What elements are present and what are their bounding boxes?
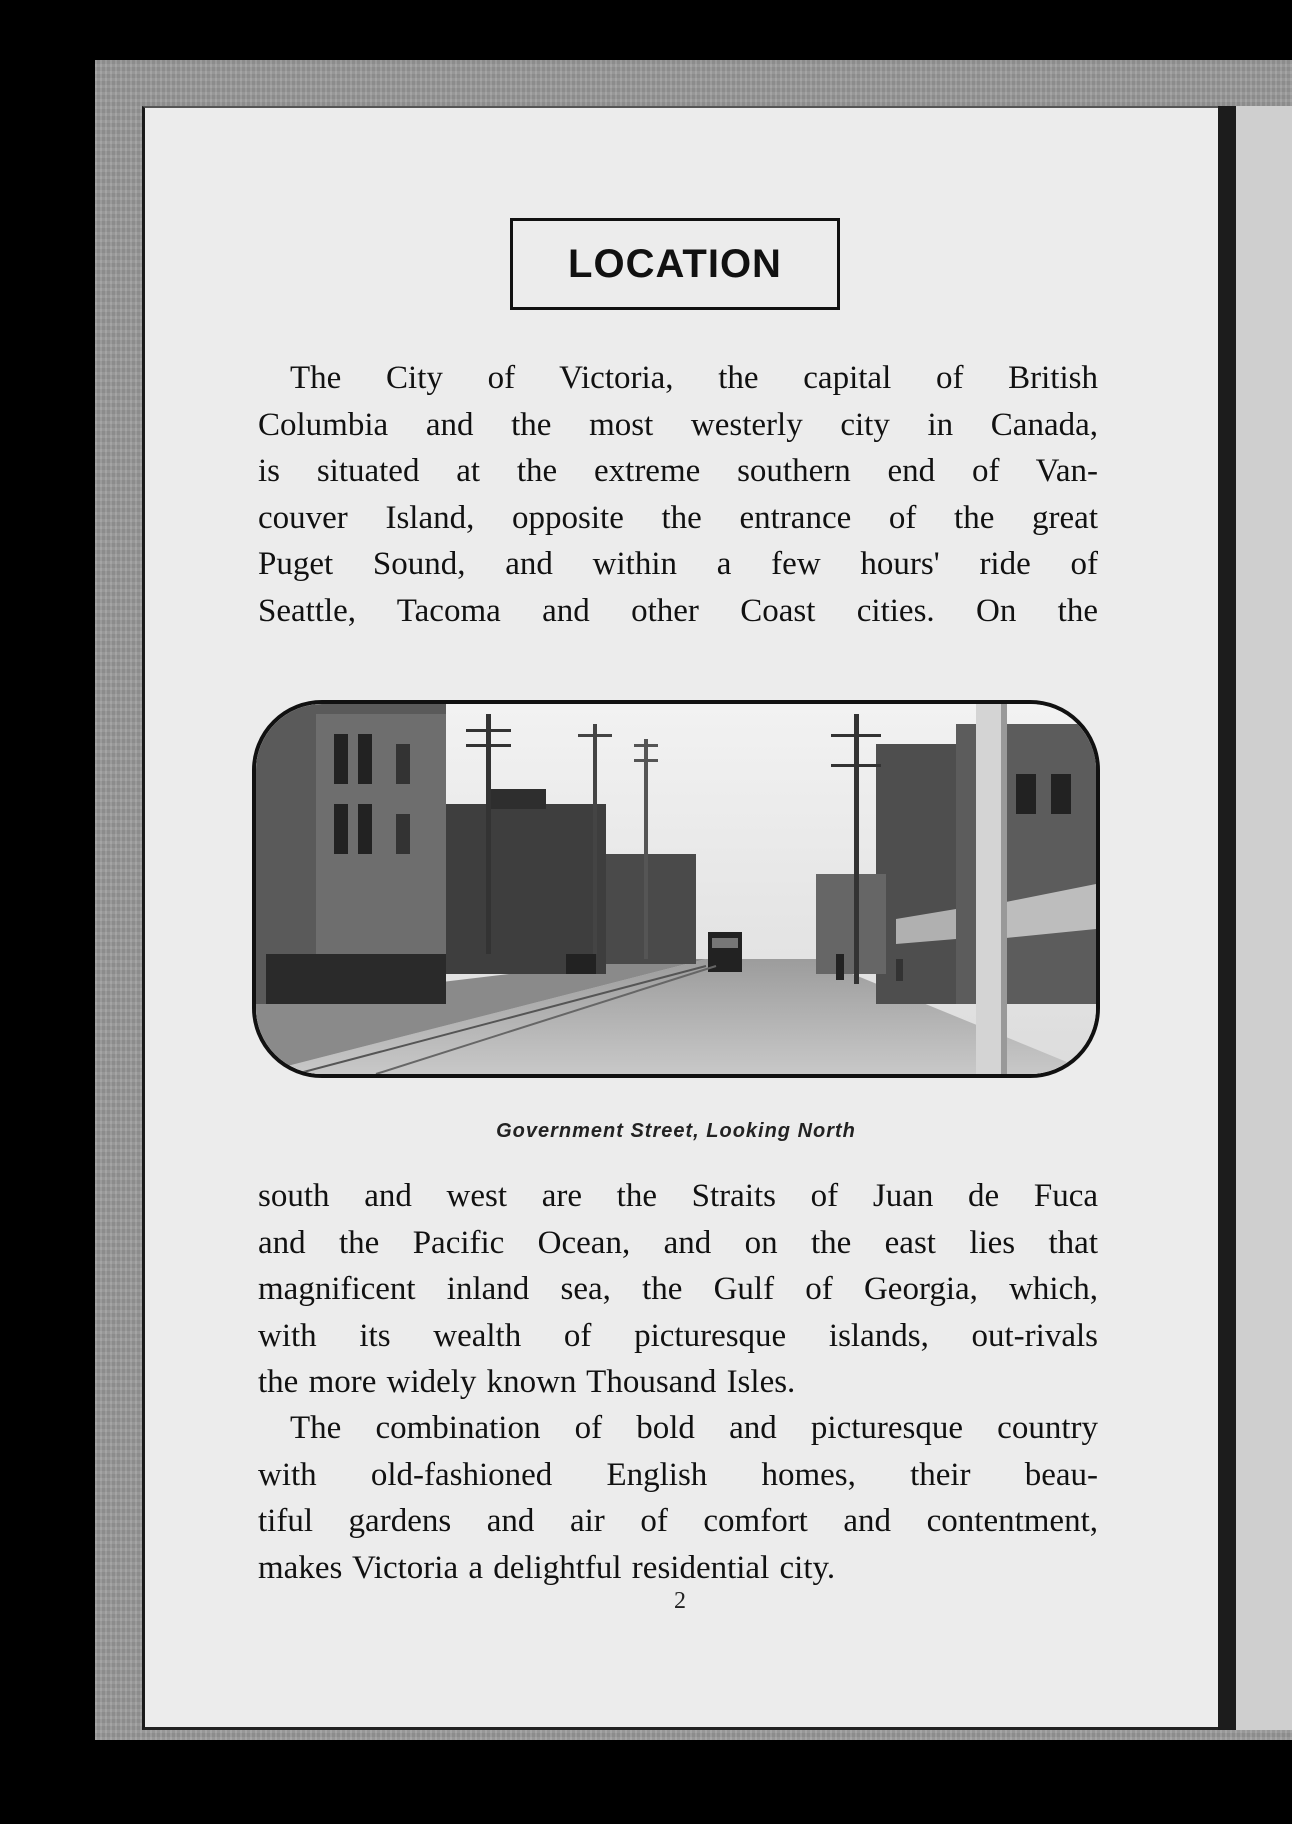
street-photo (252, 700, 1100, 1078)
paragraph-line: the more widely known Thousand Isles. (258, 1364, 796, 1400)
street-scene-illustration (256, 704, 1096, 1074)
paragraph-line: is situated at the extreme southern end of Van- (258, 453, 1098, 489)
paragraph-line: couver Island, opposite the entrance of the great (258, 499, 1098, 536)
photo-caption: Government Street, Looking North (496, 1120, 856, 1142)
paragraph-3 (258, 1405, 1098, 1591)
page-number: 2 (674, 1588, 686, 1614)
facing-page-edge (1236, 106, 1292, 1730)
paragraph-line: The City of Victoria, the capital of British (290, 360, 1098, 396)
paragraph-1 (258, 355, 1098, 634)
paragraph-line: with its wealth of picturesque islands, out-rivals (258, 1317, 1098, 1354)
book-spine (1218, 106, 1236, 1730)
paragraph-line: makes Victoria a delightful residential city. (258, 1549, 836, 1586)
paragraph-line: Puget Sound, and within a few hours' ride of (258, 546, 1098, 582)
paragraph-2 (258, 1173, 1098, 1406)
page-heading: LOCATION (568, 241, 782, 286)
paragraph-line: Seattle, Tacoma and other Coast cities. On the (258, 592, 1098, 629)
paragraph-line: tiful gardens and air of comfort and contentment, (258, 1503, 1098, 1539)
heading-box (510, 218, 840, 310)
paragraph-line: The combination of bold and picturesque country (290, 1410, 1098, 1446)
paragraph-line: Columbia and the most westerly city in Canada, (258, 406, 1098, 443)
paragraph-line: and the Pacific Ocean, and on the east lies that (258, 1224, 1098, 1261)
paragraph-line: south and west are the Straits of Juan de Fuca (258, 1178, 1098, 1214)
paragraph-line: magnificent inland sea, the Gulf of Georgia, which, (258, 1271, 1098, 1307)
paragraph-line: with old-fashioned English homes, their beau- (258, 1456, 1098, 1493)
